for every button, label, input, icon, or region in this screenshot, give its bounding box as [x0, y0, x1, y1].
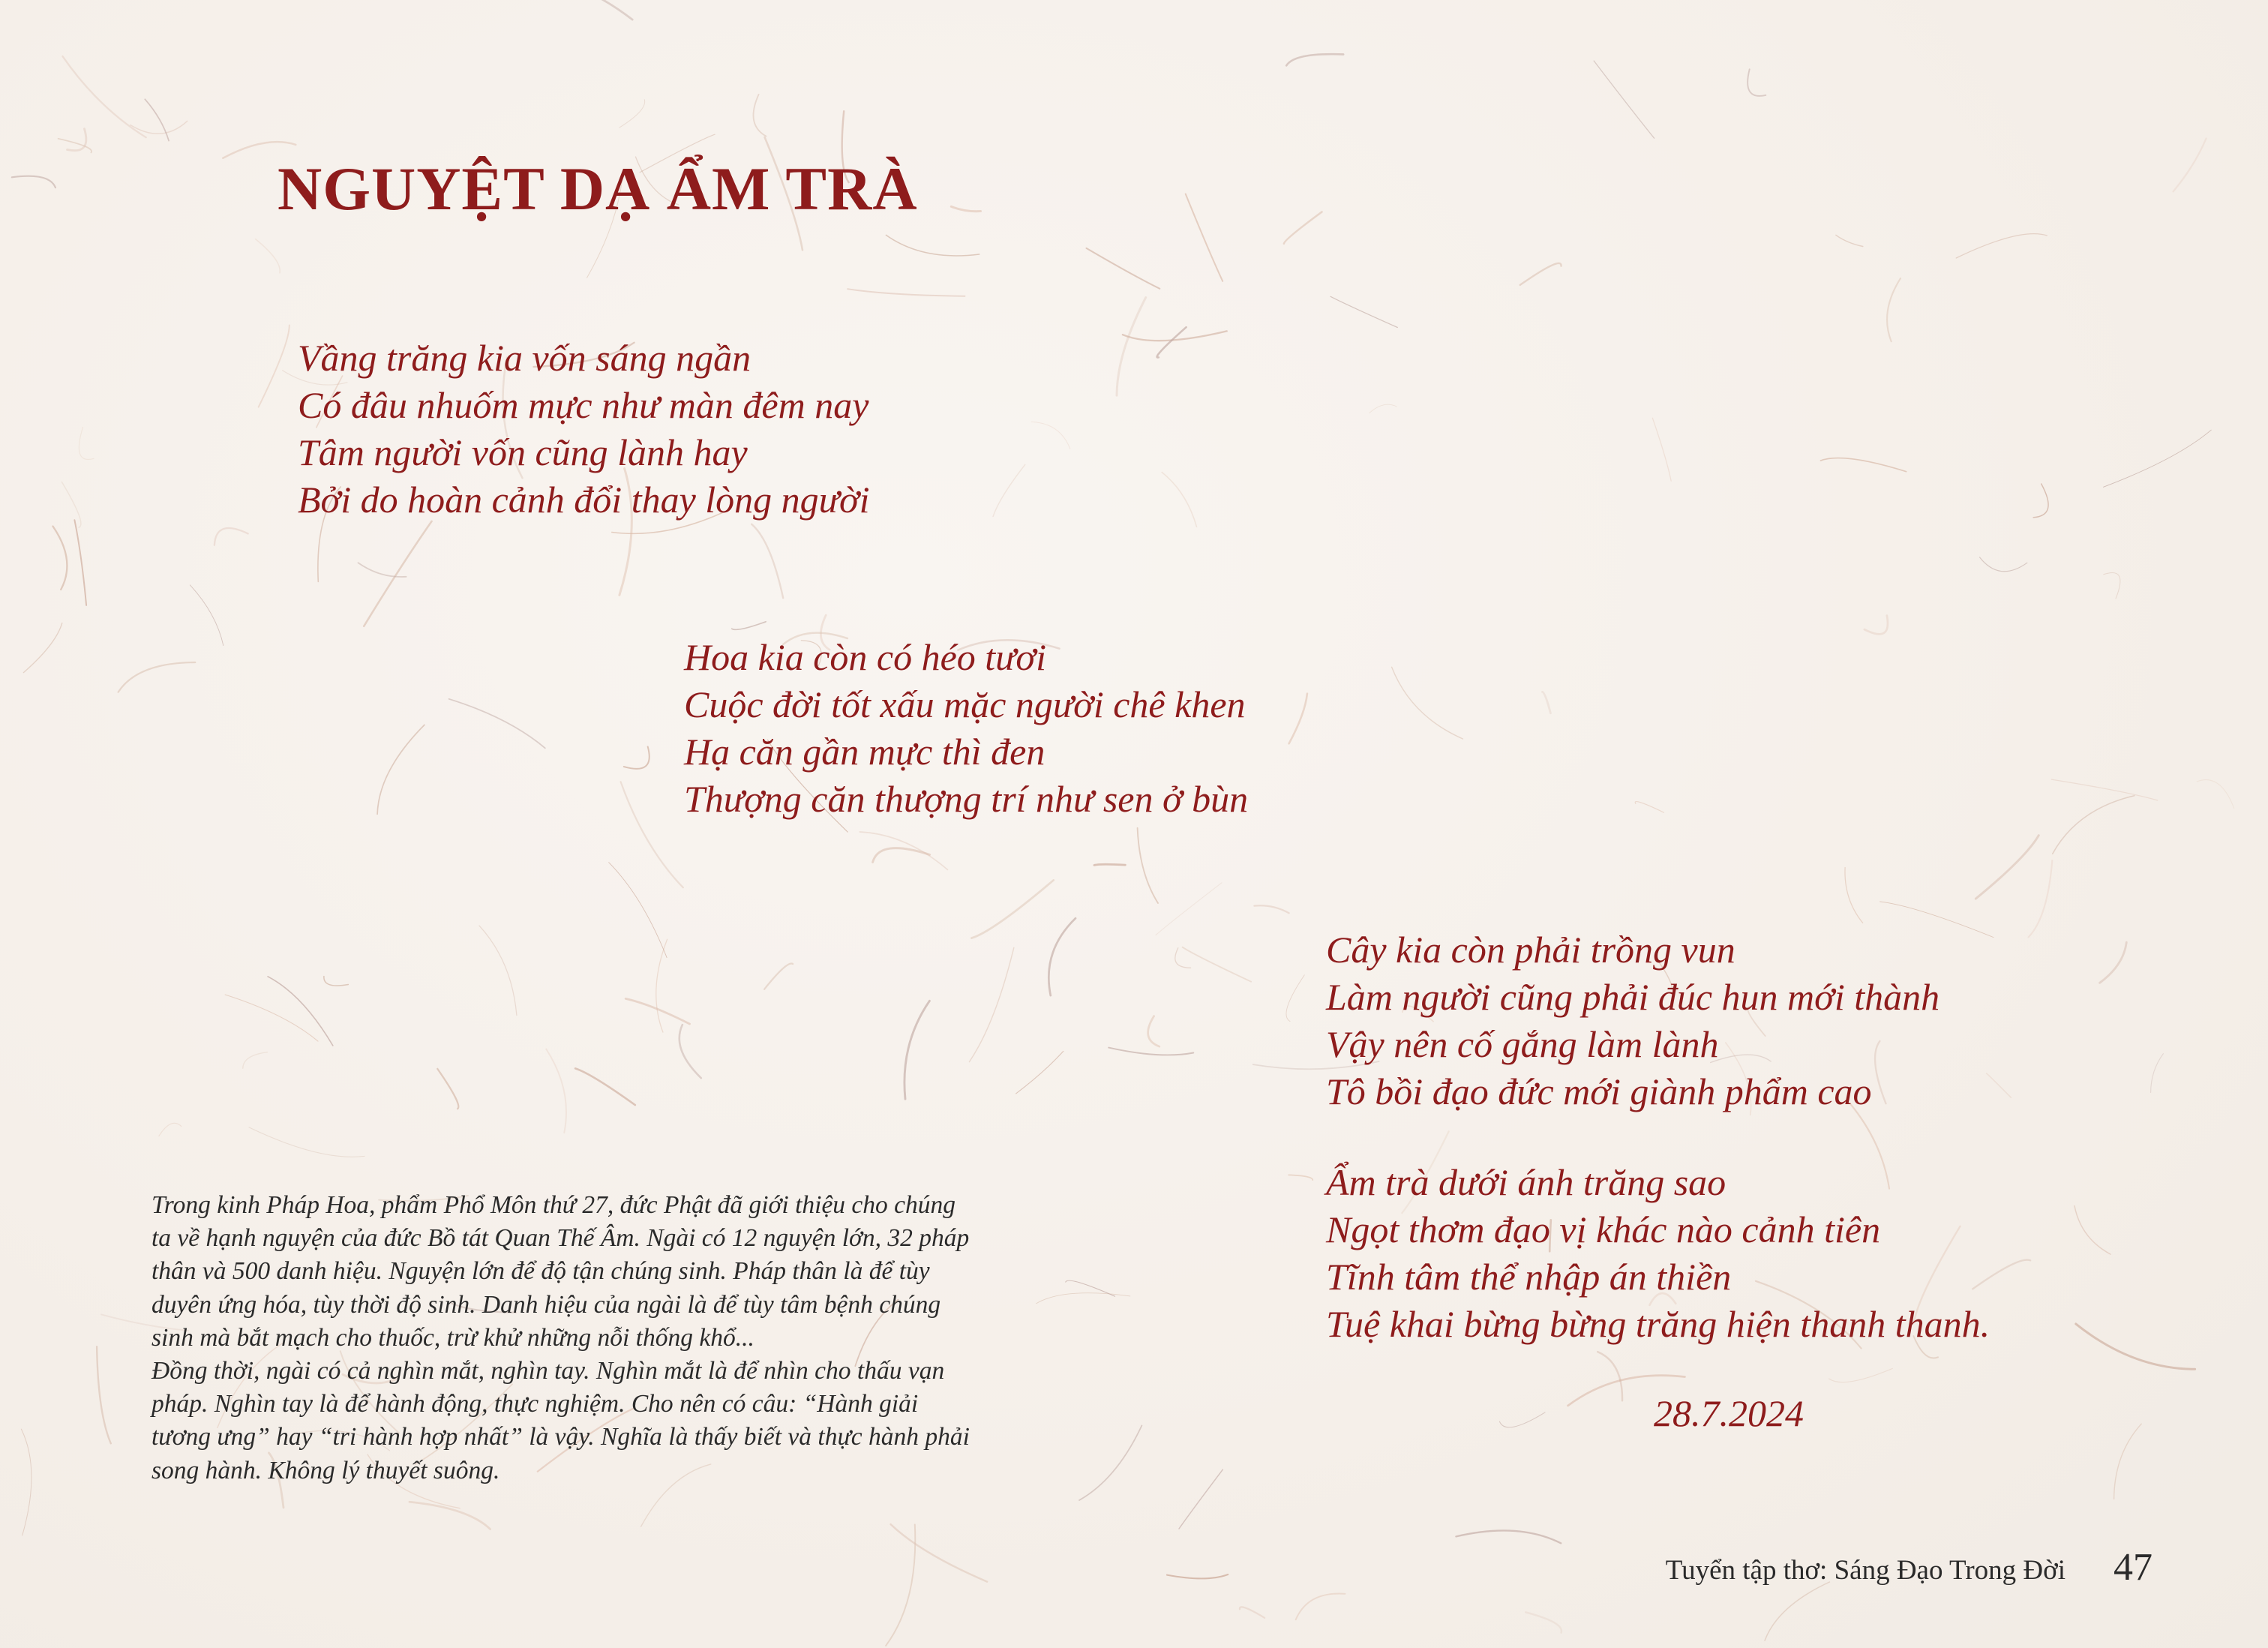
- paper-fiber: [2074, 1206, 2110, 1255]
- paper-fiber: [1284, 212, 1322, 244]
- paper-fiber: [377, 725, 424, 814]
- paper-fiber: [2104, 573, 2120, 599]
- poem-line: Thượng căn thượng trí như sen ở bùn: [684, 778, 1249, 820]
- paper-fiber: [2114, 1424, 2142, 1499]
- paper-fiber: [364, 521, 431, 626]
- paper-fiber: [752, 524, 783, 598]
- paper-fiber: [860, 832, 947, 869]
- paper-fiber: [1296, 1593, 1346, 1619]
- paper-fiber: [12, 176, 56, 188]
- paper-fiber: [118, 662, 196, 692]
- paper-fiber: [449, 699, 545, 749]
- commentary-line: tương ưng” hay “tri hành hợp nhất” là vậy. Nghĩa là thấy biết và thực hành phải: [152, 1423, 970, 1451]
- paper-fiber: [680, 1025, 701, 1078]
- paper-fiber: [969, 947, 1013, 1061]
- paper-fiber: [1980, 557, 2027, 572]
- paper-fiber: [2174, 139, 2206, 192]
- paper-fiber: [904, 1001, 929, 1099]
- poem-line: Cây kia còn phải trồng vun: [1326, 929, 1736, 971]
- paper-fiber: [268, 977, 333, 1046]
- paper-fiber: [1635, 802, 1664, 813]
- paper-fiber: [1094, 864, 1126, 865]
- paper-fiber: [1456, 1530, 1561, 1543]
- paper-fiber: [1179, 1469, 1222, 1529]
- paper-fiber: [1499, 1412, 1545, 1427]
- paper-fiber: [1526, 1612, 1562, 1632]
- paper-fiber: [609, 863, 667, 958]
- poem-line: Vậy nên cố gắng làm lành: [1326, 1023, 1719, 1065]
- poem-line: Hoa kia còn có héo tươi: [684, 636, 1047, 678]
- paper-fiber: [1956, 234, 2047, 258]
- paper-fiber: [1162, 473, 1196, 527]
- paper-fiber: [971, 880, 1053, 938]
- paper-fiber: [1087, 248, 1160, 289]
- paper-fiber: [1117, 298, 1146, 395]
- paper-fiber: [2029, 860, 2053, 937]
- paper-fiber: [1286, 54, 1343, 65]
- paper-fiber: [1829, 1368, 1893, 1382]
- paper-fiber: [1836, 235, 1863, 246]
- paper-fiber: [1370, 404, 1397, 413]
- commentary-line: Trong kinh Pháp Hoa, phẩm Phổ Môn thứ 27, đức Phật đã giới thiệu cho chúng: [152, 1191, 956, 1219]
- paper-fiber: [1820, 458, 1906, 472]
- footer-book-title: Tuyển tập thơ: Sáng Đạo Trong Đời: [1665, 1555, 2066, 1586]
- paper-fiber: [259, 326, 290, 407]
- paper-fiber: [624, 746, 650, 769]
- paper-fiber: [1598, 1352, 1622, 1400]
- paper-fiber: [2053, 796, 2134, 854]
- paper-fiber: [23, 623, 62, 673]
- paper-fiber: [1148, 1016, 1160, 1047]
- poem-line: Tâm người vốn cũng lành hay: [298, 431, 748, 473]
- paper-fiber: [1864, 616, 1888, 635]
- commentary-line: thân và 500 danh hiệu. Nguyện lớn để độ tận chúng sinh. Pháp thân là để tùy: [152, 1257, 930, 1286]
- paper-fiber: [1186, 194, 1223, 281]
- paper-fiber: [2051, 779, 2157, 800]
- poem-line: Tuệ khai bừng bừng trăng hiện thanh thanh.: [1326, 1303, 1990, 1345]
- commentary-block: [152, 1189, 1066, 1487]
- paper-fiber: [1887, 278, 1900, 341]
- paper-fiber: [848, 289, 964, 296]
- paper-fiber: [190, 585, 223, 646]
- paper-fiber: [1288, 1175, 1312, 1180]
- paper-fiber: [621, 782, 683, 887]
- paper-fiber: [256, 239, 280, 273]
- paper-fiber: [68, 129, 86, 151]
- poem-line: Ngọt thơm đạo vị khác nào cảnh tiên: [1326, 1208, 1881, 1250]
- paper-fiber: [1156, 883, 1222, 935]
- paper-fiber: [74, 520, 86, 605]
- paper-fiber: [753, 95, 766, 137]
- poem-date: 28.7.2024: [1654, 1392, 1804, 1434]
- poem-title: NGUYỆT DẠ ẨM TRÀ: [278, 155, 918, 223]
- paper-fiber: [575, 1068, 635, 1105]
- paper-fiber: [1016, 1051, 1064, 1094]
- paper-fiber: [1108, 1048, 1193, 1055]
- paper-fiber: [1543, 692, 1551, 713]
- paper-fiber: [214, 528, 248, 545]
- paper-fiber: [479, 926, 517, 1015]
- commentary-line: pháp. Nghìn tay là để hành động, thực nghiệm. Cho nên có câu: “Hành giải: [152, 1390, 919, 1418]
- paper-fiber: [1286, 975, 1304, 1022]
- commentary-line: duyên ứng hóa, tùy thời độ sinh. Danh hiệu của ngài là để tùy tâm bệnh chúng: [152, 1290, 941, 1319]
- paper-fiber: [159, 1123, 182, 1136]
- paper-fiber: [2033, 484, 2048, 518]
- paper-fiber: [764, 964, 793, 989]
- poem-line: Ẩm trà dưới ánh trăng sao: [1326, 1161, 1726, 1203]
- paper-fiber: [1138, 828, 1158, 903]
- paper-fiber: [620, 100, 645, 128]
- paper-fiber: [1845, 868, 1863, 923]
- poem-line: Cuộc đời tốt xấu mặc người chê khen: [684, 683, 1246, 725]
- paper-fiber: [2151, 1054, 2164, 1093]
- paper-fiber: [53, 527, 68, 590]
- poem-stanza-2: [684, 634, 1248, 823]
- paper-fiber: [2100, 942, 2127, 983]
- paper-fiber: [1330, 296, 1397, 327]
- paper-fiber: [1748, 69, 1766, 96]
- paper-fiber: [1157, 327, 1186, 357]
- poem-stanza-4: [1326, 1159, 1990, 1348]
- paper-fiber: [546, 1049, 566, 1133]
- paper-fiber: [2104, 430, 2212, 487]
- paper-fiber: [993, 464, 1025, 516]
- page-number: 47: [2114, 1546, 2152, 1589]
- paper-fiber: [1048, 918, 1076, 995]
- paper-fiber: [1520, 263, 1562, 285]
- paper-fiber: [1240, 1607, 1264, 1617]
- paper-fiber: [145, 99, 169, 140]
- paper-fiber: [732, 622, 766, 630]
- paper-fiber: [63, 56, 146, 137]
- paper-fiber: [21, 1429, 32, 1535]
- paper-fiber: [886, 1524, 915, 1646]
- paper-fiber: [1031, 422, 1070, 449]
- paper-fiber: [97, 1346, 111, 1443]
- poem-line: Hạ căn gần mực thì đen: [684, 731, 1046, 773]
- paper-fiber: [324, 977, 348, 986]
- poem-line: Có đâu nhuốm mực như màn đêm nay: [298, 384, 869, 426]
- paper-fiber: [1167, 1574, 1228, 1578]
- paper-fiber: [1987, 1073, 2012, 1097]
- paper-fiber: [225, 995, 318, 1041]
- paper-fiber: [1392, 667, 1463, 739]
- paper-fiber: [1254, 905, 1288, 913]
- paper-fiber: [542, 0, 633, 20]
- paper-fiber: [891, 1524, 988, 1582]
- paper-fiber: [249, 1127, 364, 1157]
- paper-fiber: [951, 206, 980, 211]
- paper-fiber: [2076, 1324, 2195, 1369]
- paper-fiber: [1652, 418, 1671, 481]
- poem-line: Vầng trăng kia vốn sáng ngần: [298, 337, 752, 379]
- commentary-line: sinh mà bắt mạch cho thuốc, trừ khử những nỗi thống khổ...: [152, 1323, 754, 1352]
- paper-fiber: [1289, 694, 1307, 744]
- poem-line: Làm người cũng phải đúc hun mới thành: [1326, 976, 1940, 1018]
- paper-fiber: [243, 1052, 268, 1069]
- paper-fiber: [437, 1069, 458, 1109]
- paper-fiber: [656, 939, 668, 1032]
- paper-fiber: [1079, 1425, 1142, 1500]
- paper-fiber: [1765, 1582, 1829, 1640]
- poem-line: Tô bồi đạo đức mới giành phẩm cao: [1326, 1070, 1872, 1112]
- paper-fiber: [62, 482, 80, 528]
- commentary-line: song hành. Không lý thuyết suông.: [152, 1456, 500, 1484]
- poem-line: Bởi do hoàn cảnh đổi thay lòng người: [298, 479, 870, 521]
- paper-fiber: [1183, 947, 1252, 982]
- paper-fiber: [1976, 836, 2038, 899]
- paper-fiber: [79, 428, 94, 460]
- paper-fiber: [1123, 331, 1227, 341]
- poem-stanza-3: [1326, 926, 1940, 1115]
- paper-fiber: [2197, 780, 2234, 809]
- commentary-line: Đồng thời, ngài có cả nghìn mắt, nghìn tay. Nghìn mắt là để nhìn cho thấu vạn: [152, 1356, 945, 1385]
- commentary-line: ta về hạnh nguyện của đức Bồ tát Quan Thế Âm. Ngài có 12 nguyện lớn, 32 pháp: [152, 1224, 970, 1253]
- paper-fiber: [886, 235, 979, 256]
- paper-fiber: [1594, 61, 1654, 138]
- poem-stanza-1: [298, 335, 870, 524]
- poem-line: Tĩnh tâm thể nhập án thiền: [1326, 1256, 1732, 1298]
- paper-fiber: [130, 121, 188, 134]
